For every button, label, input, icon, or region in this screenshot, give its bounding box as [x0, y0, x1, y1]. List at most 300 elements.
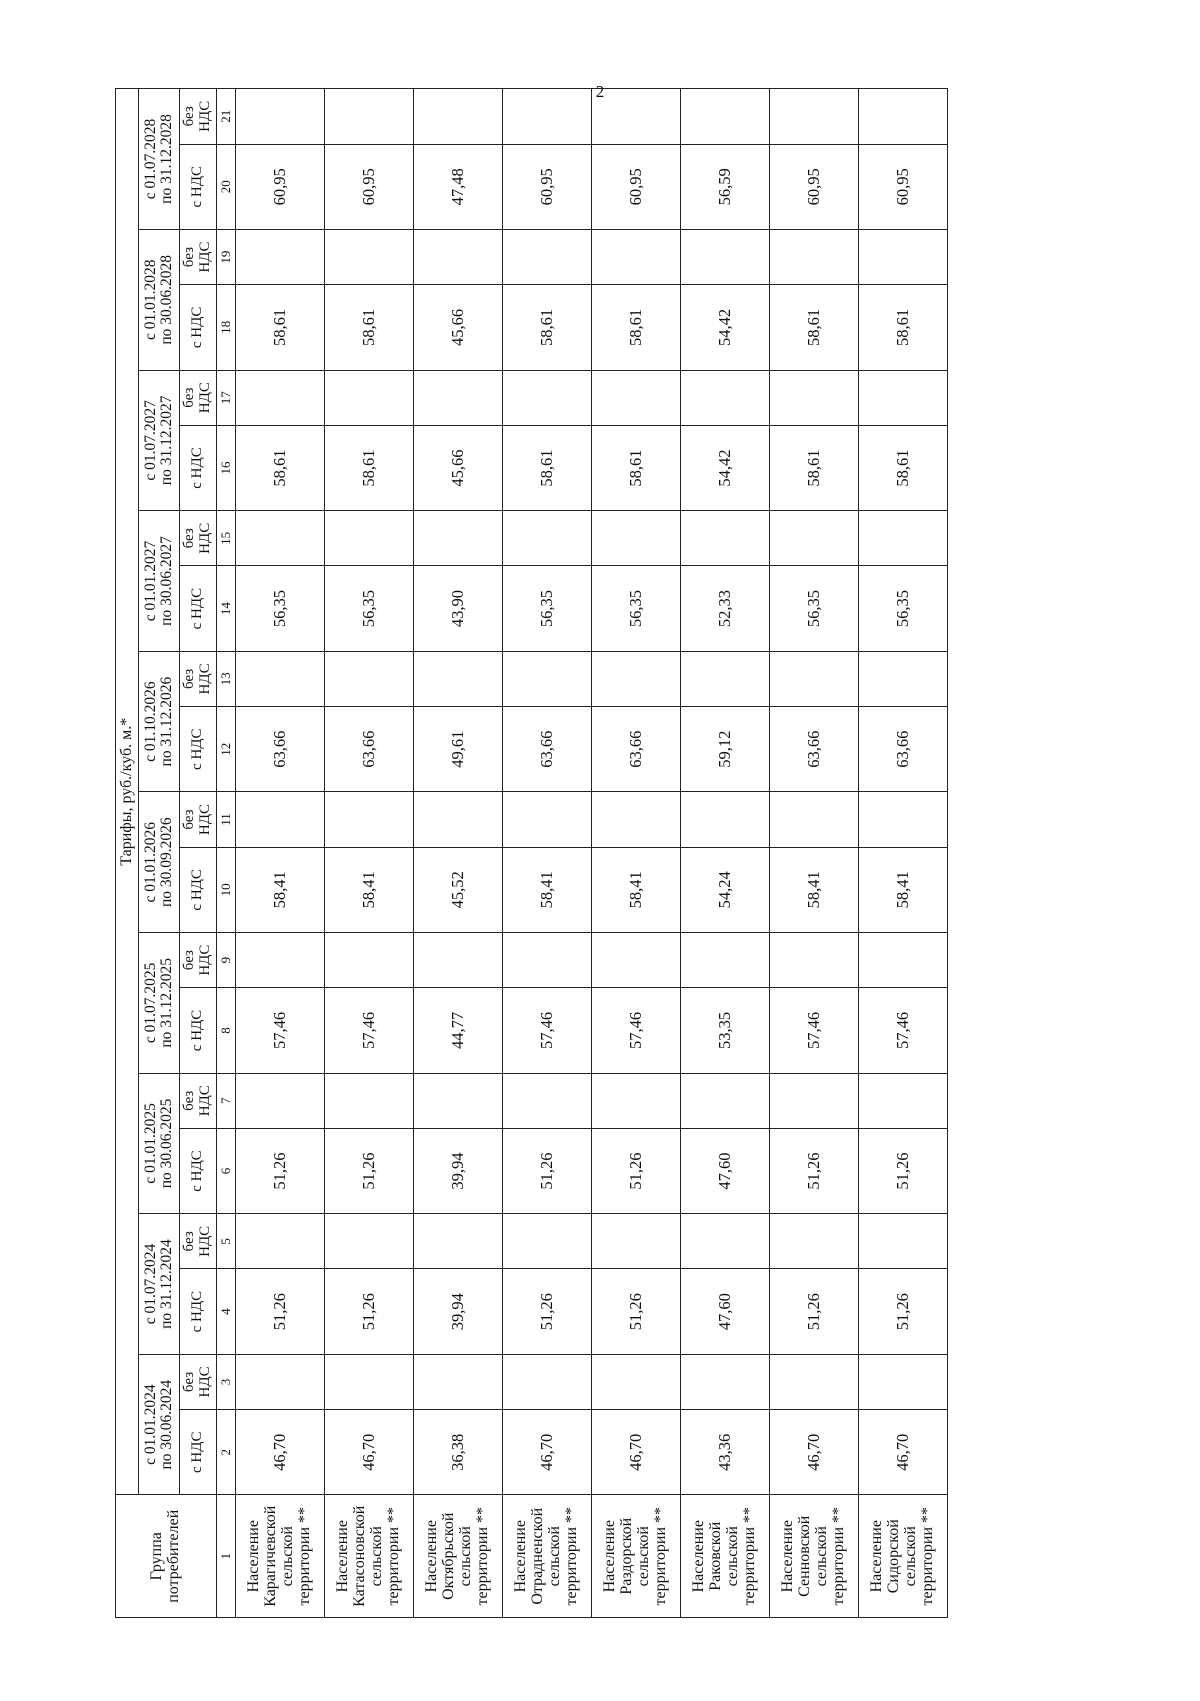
text-line: НДС: [197, 803, 213, 836]
tariff-without-vat: [592, 792, 681, 847]
text-line: территории **: [740, 1506, 758, 1606]
tariff-with-vat: 63,66: [859, 707, 948, 792]
column-number: 12: [217, 707, 236, 792]
tariff-without-vat: [414, 1214, 503, 1269]
tariff-without-vat: [503, 1214, 592, 1269]
tariff-with-vat: 51,26: [325, 1269, 414, 1354]
text-line: сельской: [457, 1526, 474, 1587]
column-number: 16: [217, 425, 236, 510]
tariff-without-vat: [503, 792, 592, 847]
tariff-without-vat: [770, 229, 859, 284]
tariff-with-vat: 57,46: [770, 988, 859, 1073]
tariff-without-vat: [414, 89, 503, 145]
text-line: без: [181, 1371, 198, 1393]
text-line: по 30.09.2026: [158, 817, 175, 908]
table-row: [325, 89, 414, 1618]
tariff-with-vat: 53,35: [681, 988, 770, 1073]
tariff-with-vat: 46,70: [236, 1410, 325, 1495]
text-line: Карагичевской: [262, 1505, 280, 1607]
without-vat-header: [180, 1354, 217, 1409]
text-line: с 01.01.2024: [141, 1384, 159, 1465]
tariff-with-vat: 57,46: [859, 988, 948, 1073]
consumer-group-header: Группа потребителей: [116, 1495, 217, 1618]
tariff-with-vat: 51,26: [592, 1128, 681, 1213]
text-line: НДС: [197, 522, 213, 554]
tariff-with-vat: 59,12: [681, 707, 770, 792]
tariff-with-vat: 51,26: [770, 1128, 859, 1213]
text-line: Отрадненской: [529, 1507, 547, 1605]
tariff-without-vat: [503, 229, 592, 284]
column-number: 8: [217, 988, 236, 1073]
tariff-with-vat: 58,41: [236, 847, 325, 932]
text-line: территории **: [918, 1506, 936, 1606]
text-line: без: [181, 950, 198, 971]
tariff-without-vat: [325, 89, 414, 145]
tariff-without-vat: [592, 1354, 681, 1409]
tariff-with-vat: 46,70: [770, 1410, 859, 1495]
text-line: по 30.06.2024: [158, 1379, 175, 1470]
tariff-with-vat: 51,26: [859, 1269, 948, 1354]
with-vat-header: с НДС: [180, 1269, 217, 1354]
page-number: 2: [595, 82, 605, 101]
tariff-with-vat: 51,26: [592, 1269, 681, 1354]
tariff-with-vat: 60,95: [592, 144, 681, 229]
period-header: [139, 1354, 180, 1495]
column-number: 4: [217, 1269, 236, 1354]
tariff-without-vat: [770, 933, 859, 988]
tariff-without-vat: [414, 651, 503, 706]
tariff-without-vat: [681, 511, 770, 566]
tariff-with-vat: 39,94: [414, 1128, 503, 1213]
tariff-with-vat: 49,61: [414, 707, 503, 792]
tariff-without-vat: [236, 933, 325, 988]
period-header: [139, 1073, 180, 1214]
with-vat-header: с НДС: [180, 707, 217, 792]
text-line: по 31.12.2024: [158, 1239, 175, 1329]
tariff-with-vat: 57,46: [592, 988, 681, 1073]
tariff-without-vat: [236, 370, 325, 425]
tariff-without-vat: [236, 651, 325, 706]
text-line: сельской: [635, 1526, 652, 1587]
tariff-without-vat: [414, 229, 503, 284]
tariff-with-vat: 60,95: [770, 144, 859, 229]
tariff-without-vat: [859, 933, 948, 988]
tariff-with-vat: 60,95: [503, 144, 592, 229]
with-vat-header: с НДС: [180, 1128, 217, 1213]
text-line: с 01.07.2028: [141, 118, 159, 200]
tariff-without-vat: [770, 511, 859, 566]
column-number: 21: [217, 89, 236, 145]
tariff-without-vat: [592, 89, 681, 145]
tariff-without-vat: [325, 370, 414, 425]
period-header: [139, 933, 180, 1074]
text-line: сельской: [546, 1526, 563, 1587]
tariff-with-vat: 47,60: [681, 1269, 770, 1354]
text-line: по 30.06.2028: [158, 254, 175, 345]
text-line: Октябрьской: [440, 1512, 458, 1600]
tariff-without-vat: [592, 370, 681, 425]
period-header: [139, 1214, 180, 1355]
tariff-with-vat: 56,35: [325, 566, 414, 651]
consumer-group-name: [414, 1495, 503, 1618]
text-line: без: [181, 809, 198, 830]
text-line: Население: [868, 1520, 886, 1593]
text-line: по 30.06.2027: [158, 536, 175, 626]
column-number: 17: [217, 370, 236, 425]
tariff-with-vat: 36,38: [414, 1410, 503, 1495]
consumer-group-name: [592, 1495, 681, 1618]
text-line: НДС: [197, 1225, 213, 1257]
tariff-with-vat: 58,61: [503, 425, 592, 510]
without-vat-header: [180, 370, 217, 425]
tariff-with-vat: 47,48: [414, 144, 503, 229]
text-line: сельской: [368, 1526, 385, 1587]
rotated-page: [115, 88, 1033, 1618]
tariff-with-vat: 44,77: [414, 988, 503, 1073]
period-header: [139, 89, 180, 230]
tariff-without-vat: [681, 651, 770, 706]
column-number: 11: [217, 792, 236, 847]
column-number: 3: [217, 1354, 236, 1409]
column-number: 5: [217, 1214, 236, 1269]
tariff-without-vat: [681, 792, 770, 847]
tariff-with-vat: 58,61: [503, 285, 592, 370]
tariff-without-vat: [414, 792, 503, 847]
tariff-without-vat: [503, 89, 592, 145]
tariff-with-vat: 58,41: [503, 847, 592, 932]
tariff-with-vat: 58,61: [236, 285, 325, 370]
tariff-with-vat: 63,66: [236, 707, 325, 792]
column-number: 13: [217, 651, 236, 706]
text-line: без: [181, 528, 198, 549]
tariff-without-vat: [681, 1073, 770, 1128]
text-line: НДС: [197, 944, 213, 976]
tariff-with-vat: 56,35: [592, 566, 681, 651]
tariff-with-vat: 46,70: [592, 1410, 681, 1495]
consumer-group-name: [859, 1495, 948, 1618]
tariffs-header: Тарифы, руб./куб. м.*: [116, 89, 139, 1495]
tariff-without-vat: [503, 1354, 592, 1409]
text-line: Население: [690, 1520, 708, 1593]
table-row: [414, 89, 503, 1618]
tariff-without-vat: [325, 933, 414, 988]
tariff-without-vat: [325, 229, 414, 284]
tariff-without-vat: [503, 933, 592, 988]
tariff-without-vat: [859, 651, 948, 706]
tariff-with-vat: 60,95: [236, 144, 325, 229]
text-line: с 01.07.2025: [141, 962, 159, 1044]
tariff-without-vat: [681, 89, 770, 145]
tariff-without-vat: [236, 229, 325, 284]
text-line: Население: [245, 1520, 263, 1593]
tariff-without-vat: [414, 511, 503, 566]
with-vat-header: с НДС: [180, 144, 217, 229]
without-vat-header: [180, 933, 217, 988]
tariff-with-vat: 58,61: [859, 425, 948, 510]
tariff-without-vat: [503, 511, 592, 566]
tariff-with-vat: 46,70: [503, 1410, 592, 1495]
tariff-with-vat: 63,66: [325, 707, 414, 792]
column-number: 6: [217, 1128, 236, 1213]
tariff-with-vat: 54,42: [681, 285, 770, 370]
tariff-without-vat: [236, 1214, 325, 1269]
text-line: с 01.01.2028: [141, 259, 159, 341]
text-line: по 31.12.2025: [158, 957, 175, 1048]
table-row: [503, 89, 592, 1618]
text-line: сельской: [724, 1526, 741, 1587]
text-line: по 31.12.2028: [158, 114, 175, 204]
table-row: [859, 89, 948, 1618]
with-vat-header: с НДС: [180, 285, 217, 370]
without-vat-header: [180, 229, 217, 284]
tariff-without-vat: [236, 792, 325, 847]
tariff-with-vat: 58,41: [325, 847, 414, 932]
text-line: без: [181, 668, 198, 690]
tariff-without-vat: [414, 1354, 503, 1409]
text-line: сельской: [813, 1526, 830, 1587]
tariff-without-vat: [859, 511, 948, 566]
without-vat-header: [180, 651, 217, 706]
column-number: 9: [217, 933, 236, 988]
tariff-without-vat: [592, 651, 681, 706]
consumer-group-name: [503, 1495, 592, 1618]
tariff-without-vat: [592, 229, 681, 284]
tariff-with-vat: 54,24: [681, 847, 770, 932]
tariff-with-vat: 56,35: [770, 566, 859, 651]
tariff-without-vat: [681, 1214, 770, 1269]
column-number: 2: [217, 1410, 236, 1495]
tariff-without-vat: [770, 1073, 859, 1128]
text-line: по 31.12.2027: [158, 395, 175, 486]
without-vat-header: [180, 1214, 217, 1269]
tariff-without-vat: [592, 511, 681, 566]
tariff-with-vat: 58,61: [325, 425, 414, 510]
tariff-with-vat: 57,46: [503, 988, 592, 1073]
text-line: Население: [601, 1520, 619, 1593]
tariff-without-vat: [325, 1073, 414, 1128]
text-line: НДС: [197, 1366, 213, 1398]
tariff-without-vat: [236, 89, 325, 145]
tariff-with-vat: 60,95: [859, 144, 948, 229]
text-line: Население: [334, 1520, 352, 1593]
table-row: [770, 89, 859, 1618]
tariff-with-vat: 45,66: [414, 425, 503, 510]
text-line: территории **: [473, 1506, 491, 1606]
tariff-with-vat: 45,66: [414, 285, 503, 370]
tariff-with-vat: 52,33: [681, 566, 770, 651]
text-line: без: [181, 1231, 198, 1252]
tariff-table: [115, 88, 948, 1618]
tariff-with-vat: 51,26: [503, 1128, 592, 1213]
consumer-group-name: [681, 1495, 770, 1618]
text-line: НДС: [197, 1085, 213, 1117]
tariff-with-vat: 57,46: [236, 988, 325, 1073]
tariff-with-vat: 56,35: [236, 566, 325, 651]
tariff-with-vat: 43,36: [681, 1410, 770, 1495]
tariff-with-vat: 63,66: [770, 707, 859, 792]
consumer-group-name: [236, 1495, 325, 1618]
tariff-with-vat: 56,59: [681, 144, 770, 229]
tariff-with-vat: 63,66: [503, 707, 592, 792]
tariff-without-vat: [681, 1354, 770, 1409]
tariff-with-vat: 54,42: [681, 425, 770, 510]
tariff-with-vat: 56,35: [503, 566, 592, 651]
column-number: 7: [217, 1073, 236, 1128]
tariff-without-vat: [859, 89, 948, 145]
text-line: Раковской: [707, 1521, 725, 1591]
tariff-without-vat: [770, 651, 859, 706]
consumer-group-name: [770, 1495, 859, 1618]
tariff-with-vat: 51,26: [770, 1269, 859, 1354]
text-line: с 01.07.2027: [141, 400, 159, 481]
tariff-with-vat: 63,66: [592, 707, 681, 792]
with-vat-header: с НДС: [180, 566, 217, 651]
text-line: с 01.01.2025: [141, 1103, 159, 1184]
tariff-with-vat: 58,41: [592, 847, 681, 932]
column-number: 10: [217, 847, 236, 932]
tariff-with-vat: 58,61: [770, 425, 859, 510]
text-line: Катасоновской: [351, 1505, 369, 1607]
tariff-without-vat: [770, 792, 859, 847]
tariff-without-vat: [859, 229, 948, 284]
tariff-without-vat: [681, 933, 770, 988]
text-line: Население: [512, 1520, 530, 1593]
tariff-without-vat: [325, 1354, 414, 1409]
tariff-with-vat: 58,61: [325, 285, 414, 370]
tariff-with-vat: 51,26: [859, 1128, 948, 1213]
tariff-without-vat: [325, 511, 414, 566]
with-vat-header: с НДС: [180, 988, 217, 1073]
tariff-without-vat: [325, 792, 414, 847]
text-line: Население: [779, 1520, 797, 1593]
tariff-without-vat: [859, 792, 948, 847]
text-line: с 01.01.2026: [141, 821, 159, 903]
tariff-without-vat: [770, 1354, 859, 1409]
tariff-without-vat: [592, 1214, 681, 1269]
text-line: территории **: [651, 1506, 669, 1606]
period-header: [139, 511, 180, 652]
text-line: территории **: [829, 1506, 847, 1606]
tariff-without-vat: [592, 1073, 681, 1128]
tariff-without-vat: [859, 1214, 948, 1269]
text-line: с 01.07.2024: [141, 1243, 159, 1325]
text-line: по 31.12.2026: [158, 676, 175, 767]
without-vat-header: [180, 792, 217, 847]
tariff-without-vat: [503, 370, 592, 425]
tariff-with-vat: 60,95: [325, 144, 414, 229]
tariff-with-vat: 47,60: [681, 1128, 770, 1213]
tariff-with-vat: 58,41: [859, 847, 948, 932]
text-line: Сидорской: [885, 1519, 903, 1594]
table-row: [681, 89, 770, 1618]
tariff-without-vat: [681, 229, 770, 284]
text-line: с 01.10.2026: [141, 681, 159, 762]
text-line: НДС: [197, 663, 213, 695]
with-vat-header: с НДС: [180, 847, 217, 932]
period-header: [139, 370, 180, 511]
period-header: [139, 229, 180, 370]
table-row: [592, 89, 681, 1618]
tariff-with-vat: 58,61: [592, 285, 681, 370]
with-vat-header: с НДС: [180, 425, 217, 510]
text-line: территории **: [384, 1506, 402, 1606]
tariff-without-vat: [503, 651, 592, 706]
text-line: НДС: [197, 241, 213, 273]
tariff-with-vat: 58,61: [859, 285, 948, 370]
tariff-without-vat: [770, 1214, 859, 1269]
tariff-without-vat: [770, 370, 859, 425]
text-line: НДС: [197, 100, 213, 132]
with-vat-header: с НДС: [180, 1410, 217, 1495]
tariff-with-vat: 46,70: [859, 1410, 948, 1495]
tariff-with-vat: 58,41: [770, 847, 859, 932]
tariff-without-vat: [503, 1073, 592, 1128]
tariff-without-vat: [414, 1073, 503, 1128]
text-line: сельской: [902, 1526, 919, 1587]
tariff-without-vat: [681, 370, 770, 425]
without-vat-header: [180, 1073, 217, 1128]
tariff-without-vat: [859, 1073, 948, 1128]
tariff-with-vat: 45,52: [414, 847, 503, 932]
text-line: без: [181, 246, 198, 268]
tariff-without-vat: [325, 651, 414, 706]
text-line: Раздорской: [618, 1517, 636, 1595]
tariff-with-vat: 56,35: [859, 566, 948, 651]
tariff-without-vat: [859, 1354, 948, 1409]
tariff-without-vat: [414, 933, 503, 988]
period-header: [139, 651, 180, 792]
without-vat-header: [180, 511, 217, 566]
tariff-with-vat: 58,61: [592, 425, 681, 510]
tariff-without-vat: [770, 89, 859, 145]
period-header: [139, 792, 180, 933]
text-line: Сенновской: [796, 1515, 814, 1597]
text-line: без: [181, 387, 198, 408]
column-number: 14: [217, 566, 236, 651]
tariff-with-vat: 39,94: [414, 1269, 503, 1354]
text-line: без: [181, 106, 198, 127]
tariff-with-vat: 51,26: [236, 1128, 325, 1213]
text-line: сельской: [279, 1526, 296, 1587]
column-number: 15: [217, 511, 236, 566]
tariff-without-vat: [236, 1354, 325, 1409]
text-line: с 01.01.2027: [141, 540, 159, 622]
text-line: территории **: [295, 1506, 313, 1606]
text-line: по 30.06.2025: [158, 1098, 175, 1189]
text-line: Население: [423, 1520, 441, 1593]
tariff-with-vat: 51,26: [325, 1128, 414, 1213]
tariff-with-vat: 58,61: [770, 285, 859, 370]
tariff-with-vat: 57,46: [325, 988, 414, 1073]
text-line: НДС: [197, 382, 213, 414]
tariff-with-vat: 51,26: [503, 1269, 592, 1354]
tariff-without-vat: [325, 1214, 414, 1269]
text-line: территории **: [562, 1506, 580, 1606]
column-number: 20: [217, 144, 236, 229]
column-number: 1: [217, 1495, 236, 1618]
column-number: 19: [217, 229, 236, 284]
tariff-without-vat: [414, 370, 503, 425]
table-row: [236, 89, 325, 1618]
tariff-with-vat: 58,61: [236, 425, 325, 510]
without-vat-header: [180, 89, 217, 145]
tariff-without-vat: [859, 370, 948, 425]
tariff-with-vat: 51,26: [236, 1269, 325, 1354]
column-number: 18: [217, 285, 236, 370]
tariff-without-vat: [592, 933, 681, 988]
text-line: без: [181, 1090, 198, 1111]
tariff-with-vat: 46,70: [325, 1410, 414, 1495]
